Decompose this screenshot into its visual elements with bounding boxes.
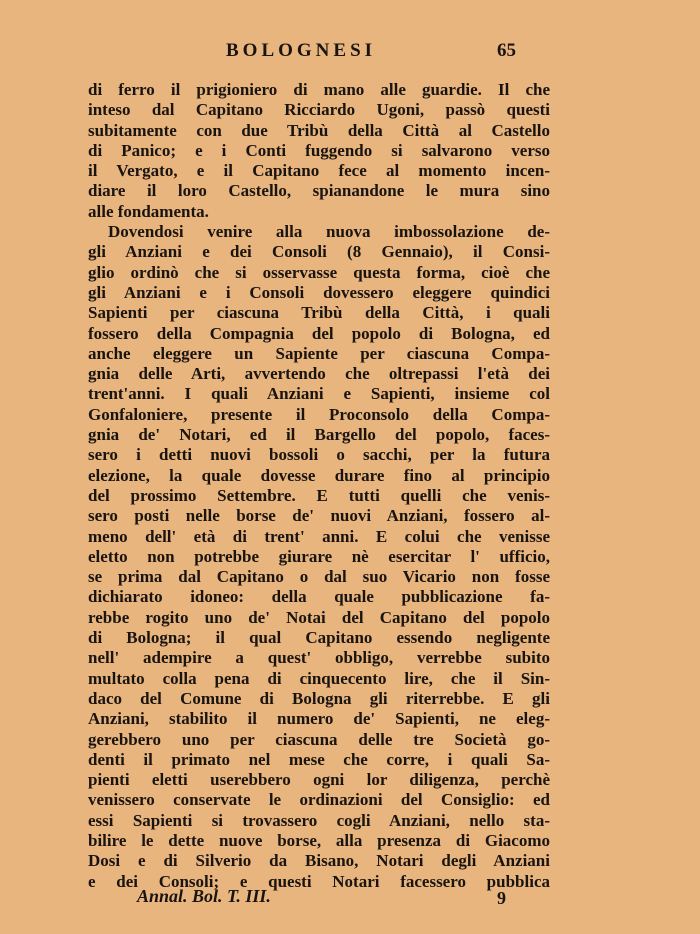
signature-mark: Annal. Bol. T. III. [137,886,271,906]
text-line: Dosi e di Silverio da Bisano, Notari degli Anziani [88,851,550,871]
text-line: gerebbero uno per ciascuna delle tre Società go- [88,729,550,749]
text-line: di Panico; e i Conti fuggendo si salvarono verso [88,140,550,160]
body-text [88,80,550,892]
text-line: sero i detti nuovi bossoli o sacchi, per la futura [88,445,550,465]
gathering-number: 9 [497,888,506,908]
text-line: del prossimo Settembre. E tutti quelli che venis- [88,485,550,505]
text-line: Anziani, stabilito il numero de' Sapienti, ne eleg- [88,709,550,729]
text-line: denti il primato nel mese che corre, i quali Sa- [88,749,550,769]
text-line: anche eleggere un Sapiente per ciascuna Compa- [88,343,550,363]
text-line: multato colla pena di cinquecento lire, che il Sin- [88,668,550,688]
text-line: diare il loro Castello, spianandone le mura sino [88,181,550,201]
text-line: gli Anziani e i Consoli dovessero eleggere quindici [88,282,550,302]
text-line: trent'anni. I quali Anziani e Sapienti, insieme col [88,384,550,404]
text-line: il Vergato, e il Capitano fece al momento incen- [88,161,550,181]
text-line: Dovendosi venire alla nuova imbossolazione de- [108,222,550,242]
text-line: fossero della Compagnia del popolo di Bologna, ed [88,323,550,343]
page-number: 65 [497,40,516,61]
page-footer [0,886,700,912]
text-line: e dei Consoli; e questi Notari facessero pubblica [88,871,550,891]
text-line: gnia delle Arti, avvertendo che oltrepassi l'età dei [88,364,550,384]
text-line: meno dell' età di trent' anni. E colui che venisse [88,526,550,546]
text-line: Gonfaloniere, presente il Proconsolo della Compa- [88,404,550,424]
text-line: elezione, la quale dovesse durare fino al principio [88,465,550,485]
text-line: sero posti nelle borse de' nuovi Anziani, fossero al- [88,506,550,526]
text-line: di Bologna; il qual Capitano essendo negligente [88,628,550,648]
text-line: alle fondamenta. [88,201,209,221]
text-line: gli Anziani e dei Consoli (8 Gennaio), il Consi- [88,242,550,262]
text-line: bilire le dette nuove borse, alla presenza di Giacomo [88,830,550,850]
text-line: inteso dal Capitano Ricciardo Ugoni, passò questi [88,100,550,120]
text-line: essi Sapienti si trovassero cogli Anziani, nello sta- [88,810,550,830]
text-line: rebbe rogito uno de' Notai del Capitano del popolo [88,607,550,627]
running-title: BOLOGNESI [226,40,377,61]
text-line: subitamente con due Tribù della Città al Castello [88,120,550,140]
text-line: daco del Comune di Bologna gli riterrebbe. E gli [88,688,550,708]
text-line: Sapienti per ciascuna Tribù della Città, i quali [88,303,550,323]
text-line: nell' adempire a quest' obbligo, verrebbe subito [88,648,550,668]
text-line: dichiarato idoneo: della quale pubblicazione fa- [88,587,550,607]
text-line: gnia de' Notari, ed il Bargello del popolo, faces- [88,425,550,445]
text-line: se prima dal Capitano o dal suo Vicario non fosse [88,567,550,587]
text-line: eletto non potrebbe giurare nè esercitar l' ufficio, [88,546,550,566]
text-line: di ferro il prigioniero di mano alle guardie. Il che [88,80,550,99]
text-line: glio ordinò che si osservasse questa forma, cioè che [88,262,550,282]
running-head [0,40,700,68]
text-line: venissero conservate le ordinazioni del Consiglio: ed [88,790,550,810]
text-line: pienti eletti userebbero ogni lor diligenza, perchè [88,770,550,790]
